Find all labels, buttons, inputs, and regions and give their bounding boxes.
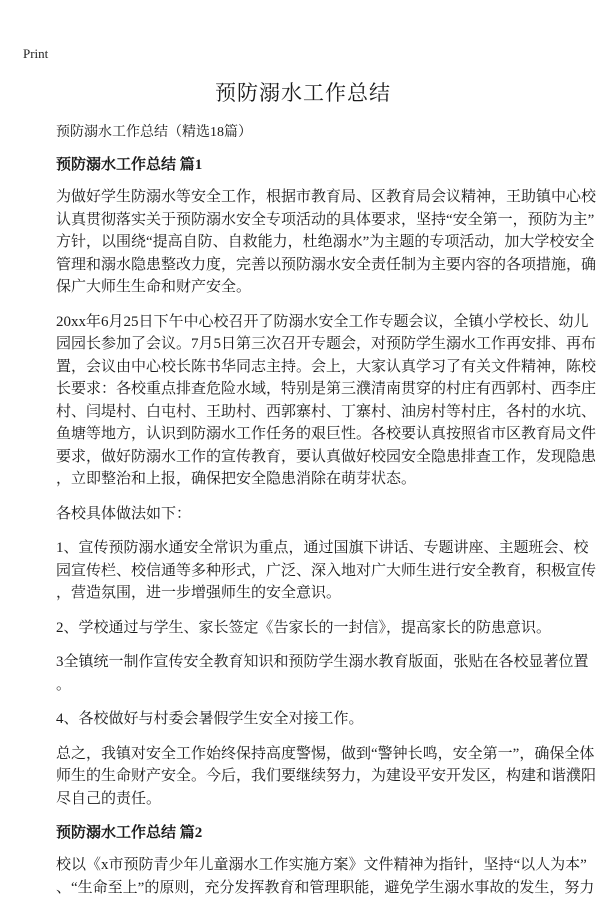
paragraph	[56, 617, 550, 640]
sections	[56, 154, 597, 899]
paragraph-line: 管理和溺水隐患整改力度，完善以预防溺水安全责任制为主要内容的各项措施，确	[56, 256, 597, 273]
paragraph	[56, 854, 595, 899]
document-title: 预防溺水工作总结	[215, 81, 391, 105]
section-heading: 预防溺水工作总结 篇2	[56, 825, 203, 841]
paragraph-line: 总之，我镇对安全工作始终保持高度警惕，做到“警钟长鸣，安全第一”，确保全体	[56, 745, 595, 762]
paragraph-line: 2、学校通过与学生、家长签定《告家长的一封信》，提高家长的防患意识。	[56, 619, 552, 636]
paragraph	[56, 186, 597, 299]
paragraph-line: 20xx年6月25日下午中心校召开了防溺水安全工作专题会议，全镇小学校长、幼儿	[56, 313, 589, 330]
paragraph	[56, 503, 550, 526]
paragraph	[56, 537, 597, 605]
paragraph	[56, 311, 597, 491]
paragraph-line: 认真贯彻落实关于预防溺水安全专项活动的具体要求，坚持“安全第一，预防为主”	[56, 211, 595, 228]
paragraph-line: 方针，以围绕“提高自防、自救能力，杜绝溺水”为主题的专项活动，加大学校安全	[56, 234, 595, 250]
paragraph-line: 校以《x市预防青少年儿童溺水工作实施方案》文件精神为指针，坚持“以人为本”	[56, 857, 587, 873]
print-link[interactable]: Print	[23, 46, 49, 61]
paragraph-line: 。	[56, 676, 72, 693]
paragraph-line: 鱼塘等地方，认识到防溺水工作任务的艰巨性。各校要认真按照省市区教育局文件	[56, 426, 597, 442]
paragraph-line: ，营造氛围，进一步增强师生的安全意识。	[56, 585, 342, 601]
paragraph-line: 师生的生命财产安全。今后，我们要继续努力，为建设平安开发区，构建和谐濮阳	[56, 768, 597, 784]
paragraph-line: 1、宣传预防溺水通安全常识为重点，通过国旗下讲话、专题讲座、主题班会、校	[56, 540, 589, 556]
document-body	[56, 78, 597, 911]
paragraph	[56, 743, 597, 811]
paragraph-line: 村、闫堤村、白屯村、王助村、西郭寨村、丁寨村、油房村等村庄，各村的水坑、	[56, 403, 597, 420]
paragraph-line: 为做好学生防溺水等安全工作，根据市教育局、区教育局会议精神，王助镇中心校	[56, 189, 597, 205]
paragraph	[56, 708, 550, 731]
paragraph-line: 园宣传栏、校信通等多种形式，广泛、深入地对广大师生进行安全教育，积极宣传	[56, 562, 597, 579]
paragraph-line: 置，会议由中心校长陈书华同志主持。会上，大家认真学习了有关文件精神，陈校	[56, 358, 597, 375]
paragraph-line: 、“生命至上”的原则，充分发挥教育和管理职能，避免学生溺水事故的发生，努力	[56, 879, 595, 896]
paragraph-line: 园园长参加了会议。7月5日第三次召开专题会，对预防学生溺水工作再安排、再布	[56, 336, 597, 352]
paragraph-line: 长要求：各校重点排查危险水域，特别是第三濮清南贯穿的村庄有西郭村、西李庄	[56, 381, 597, 397]
paragraph	[56, 651, 589, 696]
document-subtitle: 预防溺水工作总结（精选18篇）	[56, 125, 252, 140]
paragraph-line: 保广大师生生命和财产安全。	[56, 279, 252, 295]
paragraph-line: 3全镇统一制作宣传安全教育知识和预防学生溺水教育版面，张贴在各校显著位置	[56, 654, 589, 670]
paragraph-line: 尽自己的责任。	[56, 790, 162, 807]
paragraph-line: 各校具体做法如下：	[56, 505, 192, 522]
paragraph-line: 要求，做好防溺水工作的宣传教育，要认真做好校园安全隐患排查工作，发现隐患	[56, 448, 597, 465]
paragraph-line: ，立即整治和上报，确保把安全隐患消除在萌芽状态。	[56, 471, 417, 487]
section-heading: 预防溺水工作总结 篇1	[56, 157, 203, 173]
paragraph-line: 4、各校做好与村委会暑假学生安全对接工作。	[56, 711, 364, 727]
